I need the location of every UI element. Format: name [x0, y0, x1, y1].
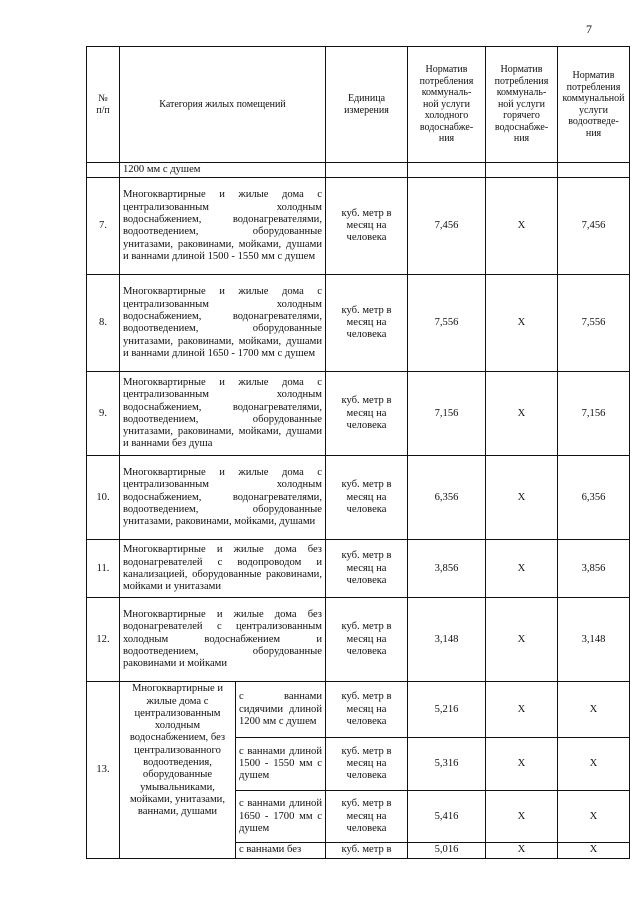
row-cold-value: 5,016	[408, 843, 486, 858]
row-drain-value: 7,456	[558, 178, 630, 275]
cell-empty	[326, 163, 408, 178]
row-category: Многоквартирные и жилые дома без водонагревателей с централизованным холодным водоснабжением и водоотведением, оборудованные раковинами и мойками	[120, 598, 326, 682]
row-category: Многоквартирные и жилые дома с централизованным холодным водоснабжением, водонагревателями, водоотведением, оборудованные унитазами, раковинами, мойками, душами	[120, 456, 326, 540]
row-drain-value: Х	[558, 843, 630, 858]
table-row	[87, 178, 630, 275]
table-row	[87, 372, 630, 456]
header-unit: Единица измерения	[326, 47, 408, 163]
row-drain-value: 7,156	[558, 372, 630, 456]
row-cold-value: 5,416	[408, 791, 486, 843]
header-category: Категория жилых помещений	[120, 47, 326, 163]
row-drain-value: Х	[558, 791, 630, 843]
row-subcategory: с ваннами без	[236, 843, 326, 858]
row-hot-value: Х	[486, 275, 558, 372]
row-unit: куб. метр в	[326, 843, 408, 858]
row-cold-value: 3,148	[408, 598, 486, 682]
row-hot-value: Х	[486, 372, 558, 456]
cell-empty	[408, 163, 486, 178]
row-number: 11.	[87, 540, 120, 598]
row-cold-value: 3,856	[408, 540, 486, 598]
header-num: № п/п	[87, 47, 120, 163]
row-subcategory: с ваннами длиной 1650 - 1700 мм с душем	[236, 791, 326, 843]
row-hot-value: Х	[486, 598, 558, 682]
row-unit: куб. метр в месяц на человека	[326, 598, 408, 682]
header-hot-water: Норматив потребления коммуналь- ной услуги горячего водоснабже- ния	[486, 47, 558, 163]
page-number: 7	[586, 22, 592, 36]
row-cold-value: 5,216	[408, 682, 486, 738]
row-unit: куб. метр в месяц на человека	[326, 791, 408, 843]
row-category: Многоквартирные и жилые дома с централизованным холодным водоснабжением, без централизованного водоотведения, оборудованные умывальниками, мойками, унитазами, ваннами, душами	[120, 682, 236, 858]
table-row	[87, 598, 630, 682]
row-drain-value: Х	[558, 738, 630, 791]
row-number: 8.	[87, 275, 120, 372]
table-row	[87, 456, 630, 540]
row-hot-value: Х	[486, 843, 558, 858]
continuation-row	[87, 163, 630, 178]
row-subcategory: с ваннами сидячими длиной 1200 мм с душем	[236, 682, 326, 738]
row-category: Многоквартирные и жилые дома с централизованным холодным водоснабжением, водонагревателями, водоотведением, оборудованные унитазами, раковинами, мойками, душами и ваннами без душа	[120, 372, 326, 456]
header-cold-water: Норматив потребления коммуналь- ной услуги холодного водоснабже- ния	[408, 47, 486, 163]
table-header-row	[87, 47, 630, 163]
row-category: Многоквартирные и жилые дома с централизованным холодным водоснабжением, водонагревателями, водоотведением, оборудованные унитазами, раковинами, мойками, душами и ваннами длиной 1650 - 1700 мм с душем	[120, 275, 326, 372]
row-drain-value: Х	[558, 682, 630, 738]
row-subcategory: с ваннами длиной 1500 - 1550 мм с душем	[236, 738, 326, 791]
row-unit: куб. метр в месяц на человека	[326, 738, 408, 791]
header-drainage: Норматив потребления коммунальной услуги водоотведе- ния	[558, 47, 630, 163]
row-number: 7.	[87, 178, 120, 275]
row-hot-value: Х	[486, 738, 558, 791]
row-unit: куб. метр в месяц на человека	[326, 275, 408, 372]
cell-empty	[558, 163, 630, 178]
row-cold-value: 7,156	[408, 372, 486, 456]
row-hot-value: Х	[486, 791, 558, 843]
row-unit: куб. метр в месяц на человека	[326, 682, 408, 738]
table-row	[87, 682, 630, 738]
row-cold-value: 6,356	[408, 456, 486, 540]
cell-empty	[87, 163, 120, 178]
row-number: 12.	[87, 598, 120, 682]
row-number: 10.	[87, 456, 120, 540]
row-category: Многоквартирные и жилые дома без водонагревателей с водопроводом и канализацией, оборудованные раковинами, мойками и унитазами	[120, 540, 326, 598]
row-cold-value: 7,556	[408, 275, 486, 372]
row-number: 9.	[87, 372, 120, 456]
row-cold-value: 7,456	[408, 178, 486, 275]
row-drain-value: 6,356	[558, 456, 630, 540]
cell-empty	[486, 163, 558, 178]
row-drain-value: 7,556	[558, 275, 630, 372]
row-cold-value: 5,316	[408, 738, 486, 791]
row-unit: куб. метр в месяц на человека	[326, 540, 408, 598]
row-drain-value: 3,148	[558, 598, 630, 682]
continuation-text: 1200 мм с душем	[120, 163, 326, 178]
table-row	[87, 275, 630, 372]
consumption-norms-table	[86, 46, 630, 859]
row-hot-value: Х	[486, 178, 558, 275]
table-row	[87, 540, 630, 598]
row-unit: куб. метр в месяц на человека	[326, 456, 408, 540]
row-unit: куб. метр в месяц на человека	[326, 178, 408, 275]
row-number: 13.	[87, 682, 120, 858]
row-hot-value: Х	[486, 456, 558, 540]
row-hot-value: Х	[486, 682, 558, 738]
row-hot-value: Х	[486, 540, 558, 598]
row-category: Многоквартирные и жилые дома с централизованным холодным водоснабжением, водонагревателями, водоотведением, оборудованные унитазами, раковинами, мойками, душами и ваннами длиной 1500 - 1550 мм с душем	[120, 178, 326, 275]
row-unit: куб. метр в месяц на человека	[326, 372, 408, 456]
row-drain-value: 3,856	[558, 540, 630, 598]
